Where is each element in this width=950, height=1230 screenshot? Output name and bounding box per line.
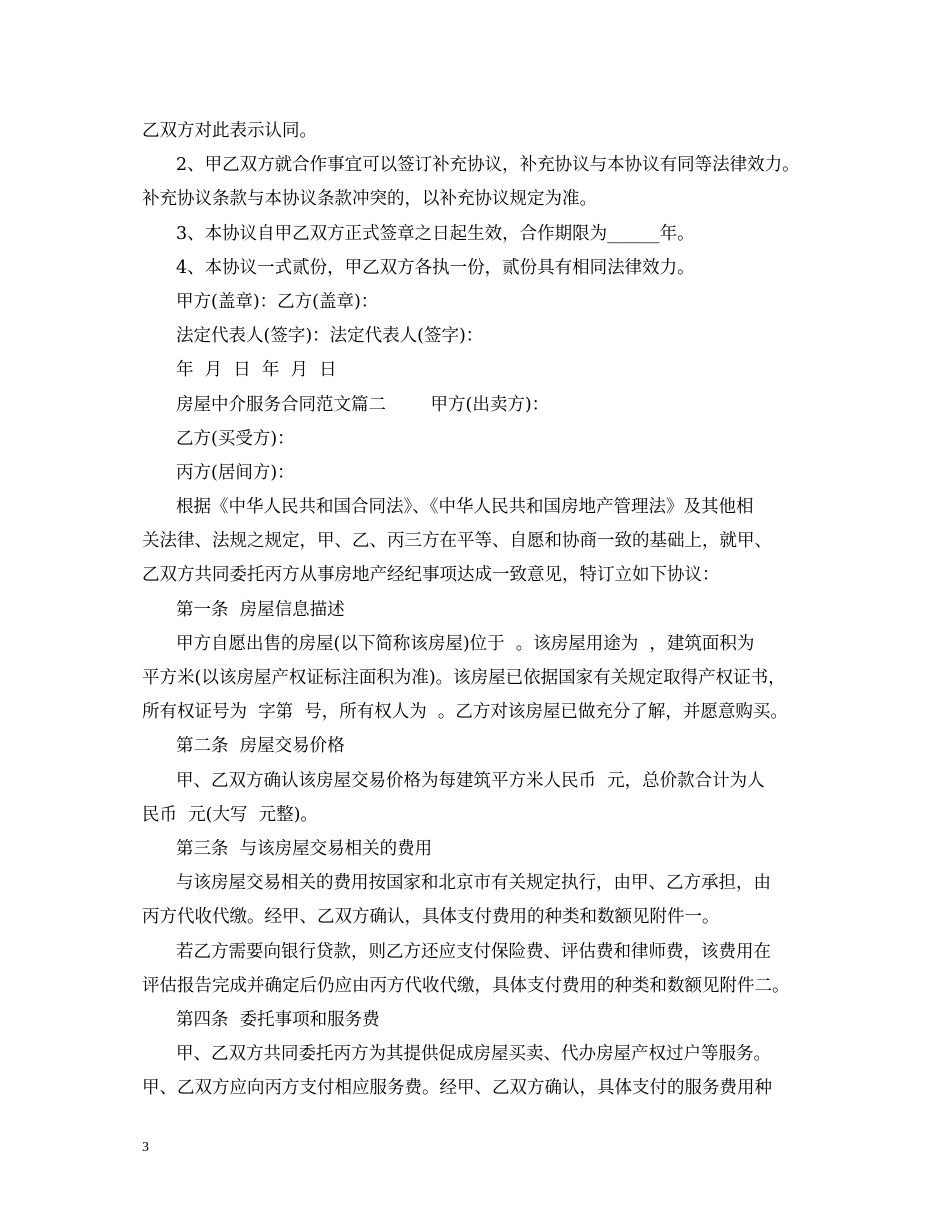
text-line: 丙方代收代缴。经甲、乙双方确认，具体支付费用的种类和数额见附件一。 [142, 907, 720, 928]
text-line: 丙方(居间方)： [176, 462, 295, 483]
text-line: 甲、乙双方确认该房屋交易价格为每建筑平方米人民币 元，总价款合计为人 [176, 770, 765, 791]
text-line: 3、本协议自甲乙双方正式签章之日起生效，合作期限为______年。 [176, 223, 695, 244]
section-heading: 第一条 房屋信息描述 [176, 599, 345, 620]
page-number: 3 [142, 1140, 149, 1155]
section-heading: 第四条 委托事项和服务费 [176, 1009, 380, 1030]
text-line: 甲方(盖章)：乙方(盖章)： [176, 291, 379, 312]
section-heading: 第二条 房屋交易价格 [176, 736, 345, 757]
document-body [142, 114, 830, 1105]
text-line: 民币 元(大写 元整)。 [142, 804, 318, 825]
text-line: 2、甲乙双方就合作事宜可以签订补充协议，补充协议与本协议有同等法律效力。 [176, 155, 800, 176]
text-line: 补充协议条款与本协议条款冲突的，以补充协议规定为准。 [142, 189, 597, 210]
text-line: 乙双方对此表示认同。 [142, 121, 317, 141]
text-line: 年 月 日 年 月 日 [176, 360, 337, 381]
text-line: 所有权证号为 字第 号，所有权人为 。乙方对该房屋已做充分了解，并愿意购买。 [142, 702, 788, 723]
text-line: 根据《中华人民共和国合同法》、《中华人民共和国房地产管理法》及其他相 [176, 497, 754, 518]
text-line: 房屋中介服务合同范文篇二 甲方(出卖方)： [176, 394, 550, 415]
text-line: 若乙方需要向银行贷款，则乙方还应支付保险费、评估费和律师费，该费用在 [176, 941, 771, 962]
text-line: 4、本协议一式贰份，甲乙双方各执一份，贰份具有相同法律效力。 [176, 257, 695, 278]
text-line: 平方米(以该房屋产权证标注面积为准)。该房屋已依据国家有关规定取得产权证书， [142, 668, 786, 688]
text-line: 甲、乙双方共同委托丙方为其提供促成房屋买卖、代办房屋产权过户等服务。 [176, 1044, 771, 1065]
section-heading: 第三条 与该房屋交易相关的费用 [176, 838, 433, 859]
text-line: 关法律、法规之规定，甲、乙、丙三方在平等、自愿和协商一致的基础上，就甲、 [142, 531, 772, 552]
text-line: 乙方(买受方)： [176, 428, 295, 449]
text-line: 甲、乙双方应向丙方支付相应服务费。经甲、乙双方确认，具体支付的服务费用种 [142, 1078, 772, 1099]
text-line: 甲方自愿出售的房屋(以下简称该房屋)位于 。该房屋用途为 ，建筑面积为 [176, 633, 755, 654]
text-line: 与该房屋交易相关的费用按国家和北京市有关规定执行，由甲、乙方承担，由 [176, 873, 771, 894]
text-line: 乙双方共同委托丙方从事房地产经纪事项达成一致意见，特订立如下协议： [142, 565, 720, 586]
text-line: 评估报告完成并确定后仍应由丙方代收代缴，具体支付费用的种类和数额见附件二。 [142, 975, 790, 996]
text-line: 法定代表人(签字)：法定代表人(签字)： [176, 326, 484, 347]
